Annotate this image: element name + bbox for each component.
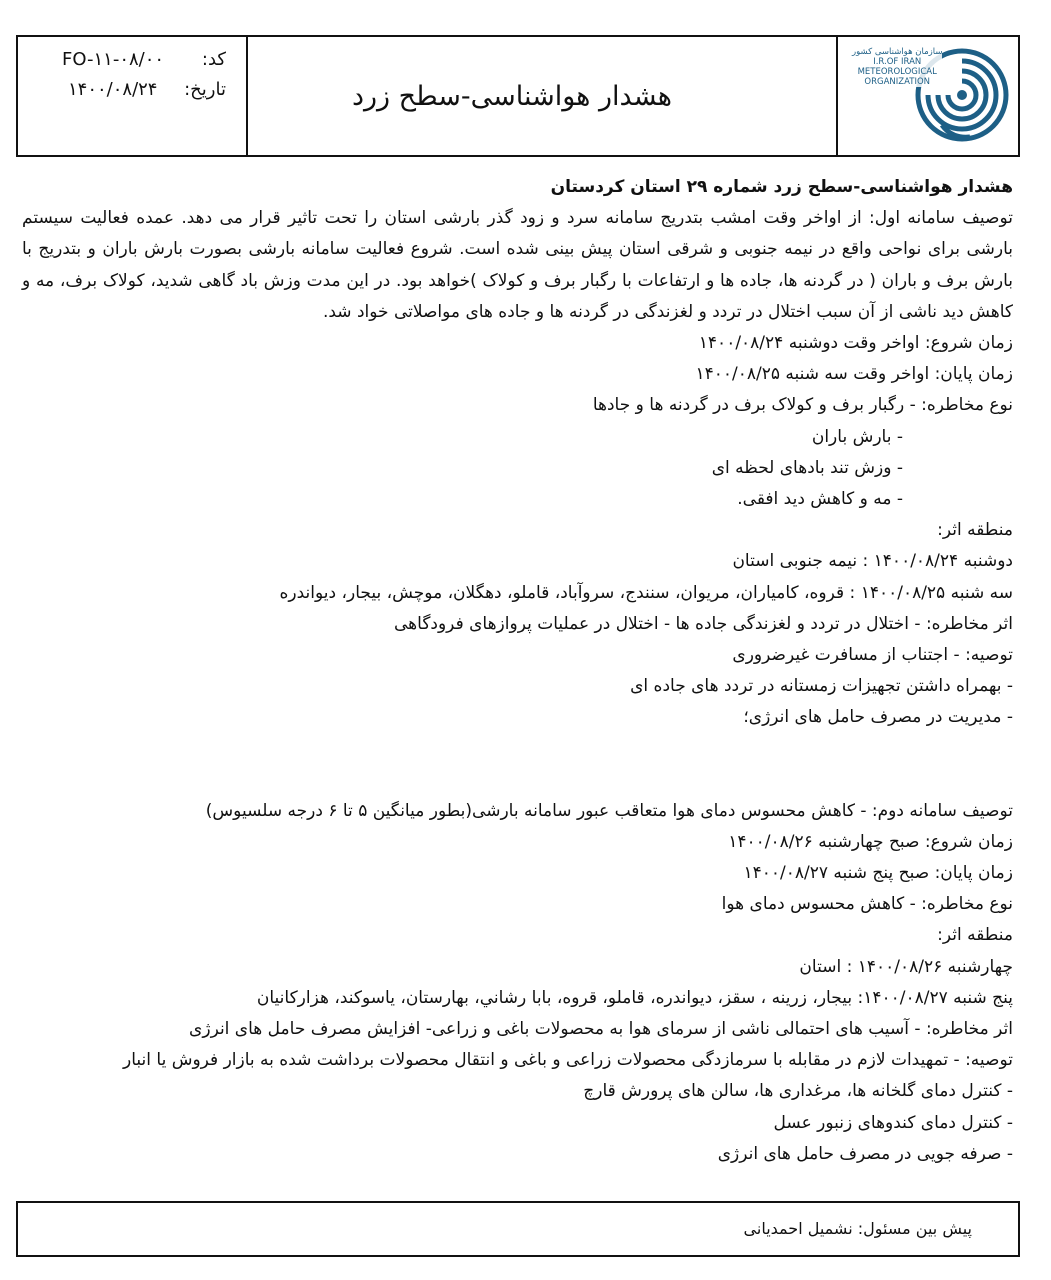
code-label: کد:	[201, 49, 226, 70]
system2-description: توصیف سامانه دوم: - کاهش محسوس دمای هوا متعاقب عبور سامانه بارشی(بطور میانگین ۵ تا ۶ درجه سلسیوس)	[205, 800, 1013, 821]
system1-recommendation-item: - بهمراه داشتن تجهیزات زمستانه در تردد های جاده ای	[630, 676, 1013, 697]
system1-recommendation: توصیه: - اجتناب از مسافرت غیرضروری	[732, 645, 1013, 666]
system1-hazard-item: - مه و کاهش دید افقی.	[737, 489, 903, 510]
footer-box	[16, 1201, 1020, 1257]
system1-description: توصیف سامانه اول: از اواخر وقت امشب بتدریج سامانه سرد و زود گذر بارشی استان را تحت تاثیر قرار می دهد. عمده فعالیت سیستم بارشی برای نواحی واقع در نیمه جنوبی و شرقی استان پیش بینی شده است. شروع فعالیت سامانه بارشی بصورت بارش باران و بتدریج با بارش برف و باران ( در گردنه ها، جاده ها و ارتفاعات با رگبار برف و کولاک )خواهد بود. در این مدت وزش باد گاهی شدید، کولاک برف، مه و کاهش دید ناشی از آن سبب اختلال در تردد و لغزندگی در گردنه ها و جاده های مواصلاتی خواد شد.	[22, 208, 1013, 322]
system1-end: زمان پایان: اواخر وقت سه شنبه ۱۴۰۰/۰۸/۲۵	[695, 364, 1013, 385]
code-value: FO-۱۱-۰۸/۰۰	[62, 49, 165, 70]
system2-area-label: منطقه اثر:	[937, 925, 1013, 946]
page-title: هشدار هواشناسی-سطح زرد	[351, 80, 673, 112]
system2-area: چهارشنبه ۱۴۰۰/۰۸/۲۶ : استان	[799, 956, 1013, 977]
date-label: تاریخ:	[184, 79, 226, 100]
logo-caption	[852, 47, 942, 87]
system1-area: دوشنبه ۱۴۰۰/۰۸/۲۴ : نیمه جنوبی استان	[732, 551, 1013, 572]
logo-line-1: I.R.OF IRAN	[873, 57, 922, 67]
system2-recommendation-item: - کنترل دمای گلخانه ها، مرغداری ها، سالن های پرورش قارچ	[583, 1081, 1013, 1102]
system2-area: پنج شنبه ۱۴۰۰/۰۸/۲۷: بیجار، زرینه ، سقز، دیواندره، قاملو، قروه، بابا رشاني، بهارستان، یاسوکند، هزارکانیان	[256, 987, 1013, 1008]
system1-effect: اثر مخاطره: - اختلال در تردد و لغزندگی جاده ها - اختلال در عملیات پروازهای فرودگاهی	[394, 613, 1013, 634]
title-box	[248, 37, 838, 155]
system2-recommendation-item: - صرفه جویی در مصرف حامل های انرژی	[717, 1143, 1013, 1164]
system1-hazard-item: - وزش تند بادهای لحظه ای	[711, 457, 903, 478]
system2-end: زمان پایان: صبح پنج شنبه ۱۴۰۰/۰۸/۲۷	[743, 863, 1013, 884]
system2-start: زمان شروع: صبح چهارشنبه ۱۴۰۰/۰۸/۲۶	[728, 831, 1013, 852]
system2-effect: اثر مخاطره: - آسیب های احتمالی ناشی از سرمای هوا به محصولات باغی و زراعی- افزایش مصرف حامل های انرژی	[189, 1019, 1013, 1040]
system1-hazard-item: - بارش باران	[811, 426, 903, 447]
system1-recommendation-item: - مدیریت در مصرف حامل های انرژی؛	[743, 707, 1013, 728]
logo-box	[838, 37, 1018, 155]
logo-line-fa: سازمان هواشناسی کشور	[852, 47, 943, 57]
document-body	[22, 172, 1013, 1170]
system1-start: زمان شروع: اواخر وقت دوشنبه ۱۴۰۰/۰۸/۲۴	[698, 333, 1013, 354]
logo-line-2: METEOROLOGICAL	[857, 67, 937, 77]
system2-recommendation-item: - کنترل دمای کندوهای زنبور عسل	[773, 1112, 1013, 1133]
section-gap	[22, 734, 1013, 796]
system2-hazard-type: نوع مخاطره: - کاهش محسوس دمای هوا	[721, 894, 1013, 915]
date-value: ۱۴۰۰/۰۸/۲۴	[68, 79, 158, 100]
logo-line-3: ORGANIZATION	[864, 77, 931, 87]
code-date-box	[18, 37, 248, 155]
forecaster-name: پیش بین مسئول: نشمیل احمدیانی	[743, 1219, 972, 1238]
system2-recommendation: توصیه: - تمهیدات لازم در مقابله با سرمازدگی محصولات زراعی و باغی و انتقال محصولات برداشت شده به بازار فروش یا انبار	[123, 1050, 1013, 1071]
document-header	[16, 35, 1020, 157]
system1-hazard-type: نوع مخاطره: - رگبار برف و کولاک برف در گردنه ها و جادها	[592, 395, 1013, 416]
system1-area: سه شنبه ۱۴۰۰/۰۸/۲۵ : قروه، کامیاران، مریوان، سنندج، سروآباد، قاملو، دهگلان، موچش، بیجار، دیواندره	[279, 582, 1013, 603]
system1-area-label: منطقه اثر:	[937, 520, 1013, 541]
warning-subtitle: هشدار هواشناسی-سطح زرد شماره ۲۹ استان کردستان	[550, 177, 1013, 197]
